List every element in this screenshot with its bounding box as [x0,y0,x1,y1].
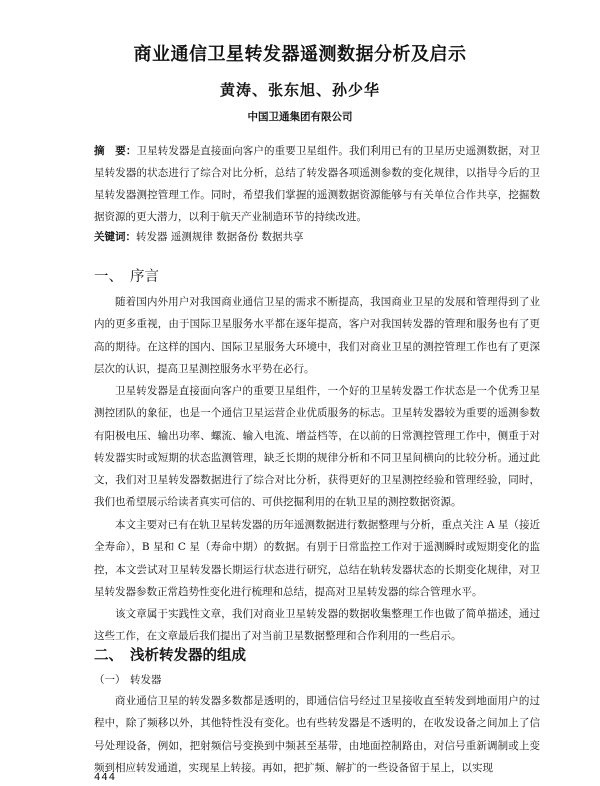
section-heading-1 [94,265,159,286]
section-title: 浅析转发器的组成 [130,648,246,664]
paper-authors: 黄涛、张东旭、孙少华 [219,81,380,99]
keywords-label: 关键词： [94,231,136,243]
paper-affiliation: 中国卫通集团有限公司 [247,111,353,123]
paragraph: 该文章属于实践性文章，我们对商业卫星转发器的数据收集整理工作也做了简单描述，通过这些工作，在文章最后我们提出了对当前卫星数据整理和合作利用的一些启示。 [94,608,540,643]
abstract-text: 卫星转发器是直接面向客户的重要卫星组件。我们利用已有的卫星历史遥测数据，对卫星转发器的状态进行了综合对比分析，总结了转发器各项遥测参数的变化规律，以指导今后的卫星转发器测控管理工作。同时，希望我们掌握的遥测数据资源能够与有关单位合作共享，挖掘数据资源的更大潜力，以利于航天产业制造环节的持续改进。 [94,145,541,223]
paper-title: 商业通信卫星转发器遥测数据分析及启示 [133,44,467,65]
abstract-label: 摘 要： [94,145,137,157]
section-number: 二、 [94,648,123,664]
section-number: 一、 [94,269,123,285]
keywords [94,228,540,246]
paragraph: 商业通信卫星的转发器多数都是透明的，即通信信号经过卫星接收直至转发到地面用户的过程中，除了频移以外，其他特性没有变化。也有些转发器是不透明的，在收发设备之间加上了信号处理设备，例如，把射频信号变换到中频甚至基带，由地面控制路由，对信号重新调制或上变频到相应转发通道，实现星上转接。再如，把扩频、解扩的一些设备留于星上，以实现 [94,695,540,774]
subsection-title: 转发器 [130,674,162,686]
section-title: 序言 [130,269,159,285]
subsection-heading [94,672,162,687]
paragraph: 本文主要对已有在轨卫星转发器的历年遥测数据进行数据整理与分析，重点关注 A 星（接近全寿命），B 星和 C 星（寿命中期）的数据。有别于日常监控工作对于遥测瞬时或短期变化的监控，本文尝试对卫星转发器长期运行状态进行研究，总结在轨转发器状态的长期变化规律，对卫星转发器参数正常趋势性变化进行梳理和总结，提高对卫星转发器的综合管理水平。 [94,519,540,598]
paragraph: 随着国内外用户对我国商业通信卫星的需求不断提高，我国商业卫星的发展和管理得到了业内的更多重视，由于国际卫星服务水平都在逐年提高，客户对我国转发器的管理和服务也有了更高的期待。在这样的国内、国际卫星服务大环境中，我们对商业卫星的测控管理工作也有了更深层次的认识，提高卫星测控服务水平势在必行。 [94,296,540,375]
subsection-number: （一） [94,674,126,686]
keywords-text: 转发器 遥测规律 数据备份 数据共享 [136,231,304,243]
section-heading-2 [94,644,246,665]
abstract [94,140,540,228]
page-number: 444 [94,772,117,783]
paragraph: 卫星转发器是直接面向客户的重要卫星组件，一个好的卫星转发器工作状态是一个优秀卫星测控团队的象征，也是一个通信卫星运营企业优质服务的标志。卫星转发器较为重要的遥测参数有阳极电压、输出功率、螺流、输入电流、增益档等，在以前的日常测控管理工作中，侧重于对转发器实时或短期的状态监测管理，缺乏长期的规律分析和不同卫星间横向的比较分析。通过此文，我们对卫星转发器数据进行了综合对比分析，获得更好的卫星测控经验和管理经验，同时，我们也希望展示给读者真实可信的、可供挖掘利用的在轨卫星的测控数据资源。 [94,385,540,509]
